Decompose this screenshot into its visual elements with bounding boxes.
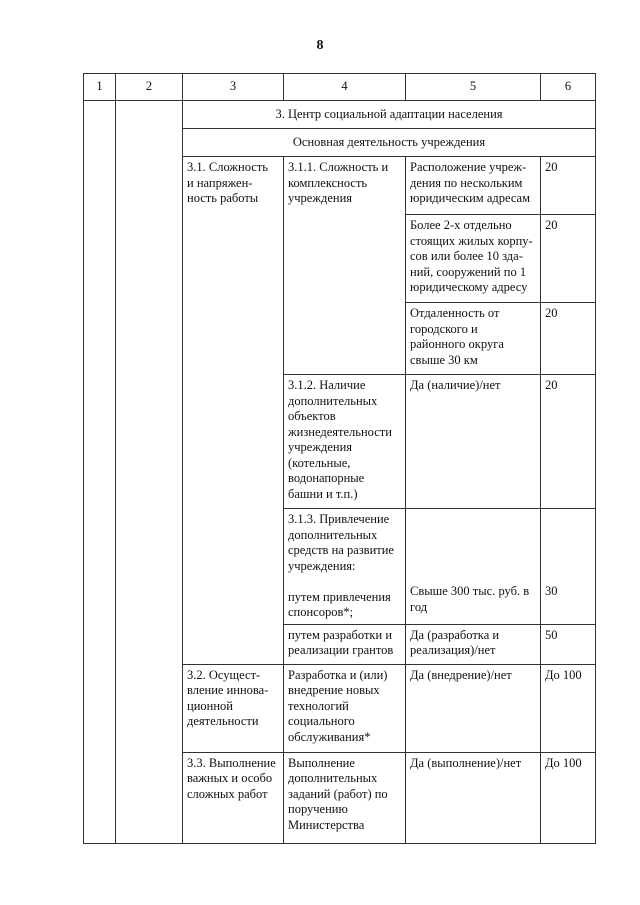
criterion-cell: Да (наличие)/нет: [406, 375, 541, 509]
section-title-row: [84, 101, 596, 129]
criteria-table: [83, 73, 596, 844]
indicator-3-1-2: 3.1.2. Наличие дополнительных объектов жизнедеятельности учреждения (котельные, водонапорные башни и т.п.): [284, 375, 406, 509]
column-header: 5: [406, 74, 541, 101]
table-header-row: [84, 74, 596, 101]
indicator-3-1-3-title: 3.1.3. Привлечение дополнительных средств на развитие учреждения:: [288, 512, 394, 573]
indicator-cell: Разработка и (или) внедрение новых технологий социального обслуживания*: [284, 664, 406, 752]
criterion-cell: Свыше 300 тыс. руб. в год: [406, 509, 541, 625]
value-cell: 20: [541, 303, 596, 375]
subsection-title: Основная деятельность учреждения: [183, 129, 596, 157]
criterion-cell: Да (внедрение)/нет: [406, 664, 541, 752]
criterion-cell: Более 2-х отдельно стоящих жилых корпу- сов или более 10 зда- ний, сооружений по 1 юридическому адресу: [406, 215, 541, 303]
criterion-cell: Да (выполнение)/нет: [406, 752, 541, 843]
section-title: 3. Центр социальной адаптации населения: [183, 101, 596, 129]
indicator-3-1-3: [284, 509, 406, 625]
column-1-cell: [84, 101, 116, 844]
value-cell: 20: [541, 375, 596, 509]
value-cell: 30: [541, 509, 596, 625]
column-header: 6: [541, 74, 596, 101]
value-cell: 20: [541, 157, 596, 215]
criterion-cell: Да (разработка и реализация)/нет: [406, 624, 541, 664]
column-header: 3: [183, 74, 284, 101]
indicator-3-1-3-grants: путем разработки и реализации грантов: [284, 624, 406, 664]
column-2-cell: [116, 101, 183, 844]
criterion-cell: Отдаленность от городского и районного округа свыше 30 км: [406, 303, 541, 375]
indicator-3-2: 3.2. Осущест- вление иннова- ционной деятельности: [183, 664, 284, 752]
column-header: 2: [116, 74, 183, 101]
value-cell: До 100: [541, 664, 596, 752]
column-header: 4: [284, 74, 406, 101]
indicator-3-3: 3.3. Выполнение важных и особо сложных работ: [183, 752, 284, 843]
value-cell: 50: [541, 624, 596, 664]
criterion-cell: Расположение учреж- дения по нескольким юридическим адресам: [406, 157, 541, 215]
indicator-3-1-1: 3.1.1. Сложность и комплексность учреждения: [284, 157, 406, 375]
value-cell: До 100: [541, 752, 596, 843]
indicator-3-1: 3.1. Сложность и напряжен- ность работы: [183, 157, 284, 665]
value-cell: 20: [541, 215, 596, 303]
indicator-cell: Выполнение дополнительных заданий (работ) по поручению Министерства: [284, 752, 406, 843]
page-number: 8: [316, 38, 324, 53]
indicator-3-1-3-sponsors: путем привлечения спонсоров*;: [288, 589, 391, 619]
column-header: 1: [84, 74, 116, 101]
